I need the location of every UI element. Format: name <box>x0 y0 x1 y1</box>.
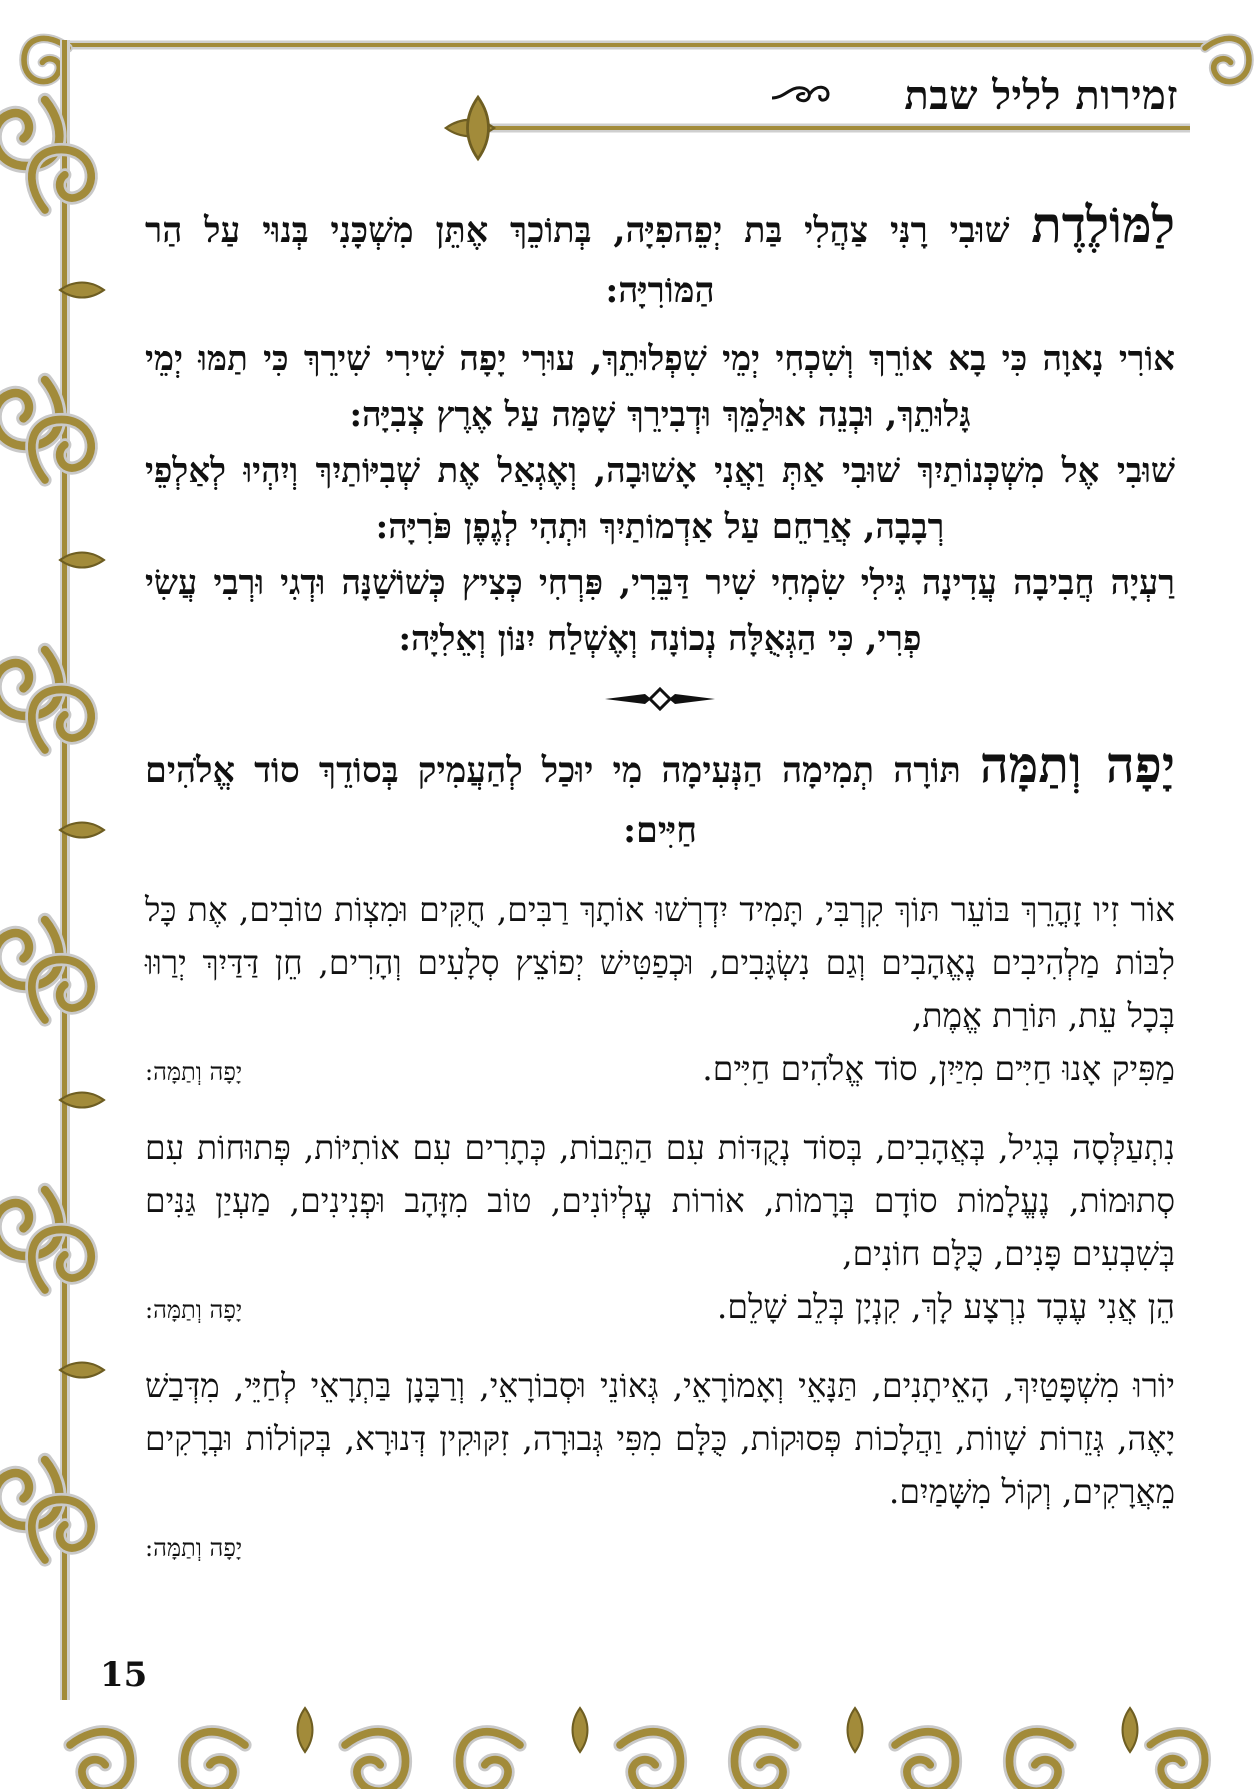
stanza: רַעְיָה חֲבִיבָה עֲדִינָה גִּילִי שִׂמְחִי שִׁיר דַּבֵּרִי, פִּרְחִי כְּצִיץ כְּשׁוֹשַׁנָּה וּדְגִי וּרְבִי עֲשִׂי פְרִי, כִּי הַגְּאֻלָּה נְכוֹנָה וְאֶשְׁלַח יִנּוֹן וְאֵלִיָּה: <box>145 563 1175 659</box>
paragraph-last-line <box>145 1042 1175 1099</box>
refrain-cue-line <box>145 1522 1175 1575</box>
stanza: אוֹרִי נָאוָה כִּי בָא אוֹרֵךְ וְשִׁכְחִי יְמֵי שִׁפְלוּתֵךְ, עוּרִי יָפָה שִׁירִי שִׁירֵךְ כִּי תַמּוּ יְמֵי גָּלוּתֵךְ, וּבְנֵה אוּלַמֵּךְ וּדְבִירֵךְ שָׁמָּה עַל אֶרֶץ צְבִיָּה: <box>145 339 1175 435</box>
paragraph-last-text: מַפִּיק אָנוּ חַיִּים מִיַּיִן, סוֹד אֱלֹהִים חַיִּים. <box>702 1049 1175 1088</box>
left-border <box>0 40 104 1700</box>
refrain-cue: יָפָה וְתַמָּה: <box>145 1296 243 1324</box>
song-first-word: לַמּוֹלֶדֶת <box>1031 195 1175 254</box>
page-number: 15 <box>100 1655 148 1695</box>
paragraph-body: נִתְעַלְּסָה בְּגִיל, בְּאֲהָבִים, בְּסוֹד נְקֻדּוֹת עִם הַתֵּבוֹת, כְּתָרִים עִם אוֹתִיּוֹת, פְּתוּחוֹת עִם סְתוּמוֹת, נֶעֱלָמוֹת סוֹדָם בְּרָמוֹת, אוֹרוֹת עֶלְיוֹנִים, טוֹב מִזָּהָב וּפְנִינִים, מַעְיַן גַּנִּים בְּשִׁבְעִים פָּנִים, כֻּלָּם חוֹנִים, <box>145 1128 1175 1273</box>
section-divider <box>145 685 1175 713</box>
running-header-title: זמירות לליל שבת <box>904 72 1178 119</box>
song-first-word: יָפָה וְתַמָּה <box>979 735 1175 794</box>
song-opening-rest: שׁוּבִי רָנִּי צַהֲלִי בַּת יְפֵהפִיָּה, בְּתוֹכֵךְ אֶתֵּן מִשְׁכָּנִי בְּנוּי עַל הַר הַמּוֹרִיָּה: <box>145 210 1032 311</box>
stanza: שׁוּבִי אֶל מִשְׁכְּנוֹתַיִךְ שׁוּבִי אַתְּ וַאֲנִי אָשׁוּבָה, וְאֶגְאַל אֶת שְׁבִיּוֹתַיִךְ וְיִהְיוּ לְאַלְפֵי רְבָבָה, אֲרַחֵם עַל אַדְמוֹתַיִךְ וּתְהִי לְגֶפֶן פֹּרִיָּה: <box>145 451 1175 547</box>
song-opening-rest: תּוֹרָה תְמִימָה הַנְּעִימָה מִי יוּכַל לְהַעֲמִיק בְּסוֹדֵךְ סוֹד אֱלֹהִים חַיִּים: <box>145 750 980 851</box>
diamond-divider-icon <box>605 685 715 713</box>
page-content <box>145 195 1175 1597</box>
header-flourish-icon <box>770 80 832 108</box>
refrain-cue: יָפָה וְתַמָּה: <box>145 1058 243 1086</box>
song-paragraph <box>145 883 1175 1099</box>
paragraph-last-text: הֵן אֲנִי עֶבֶד נִרְצָע לָךְ, קִנְיָן בְּלֵב שָׁלֵם. <box>716 1287 1175 1326</box>
bottom-border <box>70 1708 1205 1789</box>
refrain-cue: יָפָה וְתַמָּה: <box>145 1534 243 1562</box>
paragraph-body: יוֹרוּ מִשְׁפָּטַיִךְ, הָאֵיתָנִים, תַּנָּאֵי וְאָמוֹרָאֵי, גְּאוֹנֵי וּסְבוֹרָאֵי, וְרַבָּנָן בַּתְרָאֵי לְחַיֵּי, מִדְּבַשׁ יָאֶה, גְּזֵרוֹת שָׁווֹת, וַהֲלָכוֹת פְּסוּקוֹת, כֻּלָּם מִפִּי גְּבוּרָה, זִקּוּקִין דְּנוּרָא, בְּקוֹלוֹת וּבְרָקִים מֵאֲרָקִים, וְקוֹל מִשָּׁמַיִם. <box>145 1366 1175 1511</box>
paragraph-body: אוֹר זִיו זָהֳרֵךְ בּוֹעֵר תּוֹךְ קִרְבִּי, תָּמִיד יִדְרְשׁוּ אוֹתָךְ רַבִּים, חֻקִּים וּמִצְוֹת טוֹבִים, אֶת כָּל לִבּוֹת מַלְהִיבִים נֶאֱהָבִים וְגַם נִשְׂגָּבִים, וּכְפַטִּישׁ יְפוֹצֵץ סְלָעִים וְהָרִים, חֵן דַּדַּיִךְ יְרַוּוּ בְּכָל עֵת, תּוֹרַת אֱמֶת, <box>145 890 1175 1035</box>
song-opening-line <box>145 195 1175 321</box>
song-lamoledet <box>145 195 1175 667</box>
song-paragraph <box>145 1359 1175 1575</box>
song-paragraph <box>145 1121 1175 1337</box>
song-opening-line <box>145 735 1175 861</box>
paragraph-last-line <box>145 1280 1175 1337</box>
song-yafa-vetama <box>145 735 1175 1575</box>
